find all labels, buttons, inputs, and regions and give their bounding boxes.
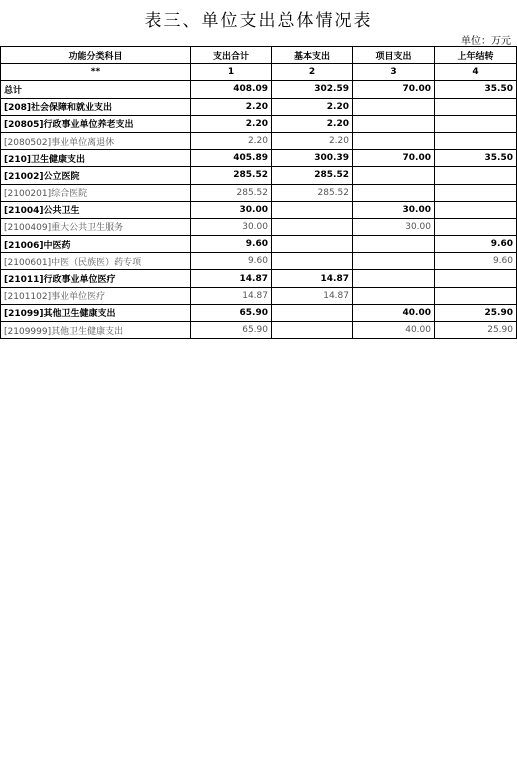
row-total-cell: 9.60 bbox=[191, 236, 272, 253]
row-basic-cell: 285.52 bbox=[272, 184, 353, 201]
table-row bbox=[1, 98, 517, 115]
header-row bbox=[1, 47, 517, 64]
row-project-cell bbox=[353, 287, 435, 304]
row-project-cell: 30.00 bbox=[353, 218, 435, 235]
row-total-cell: 2.20 bbox=[191, 98, 272, 115]
row-project-cell bbox=[353, 270, 435, 287]
index-cell: 3 bbox=[353, 64, 435, 81]
row-basic-cell: 300.39 bbox=[272, 150, 353, 167]
table-row bbox=[1, 132, 517, 149]
row-total-cell: 9.60 bbox=[191, 253, 272, 270]
row-total-cell: 14.87 bbox=[191, 270, 272, 287]
row-total-cell: 14.87 bbox=[191, 287, 272, 304]
row-carryover-cell: 35.50 bbox=[435, 81, 517, 98]
table-body bbox=[1, 81, 517, 339]
row-basic-cell: 302.59 bbox=[272, 81, 353, 98]
row-carryover-cell bbox=[435, 218, 517, 235]
row-total-cell: 65.90 bbox=[191, 304, 272, 321]
index-cell: 4 bbox=[435, 64, 517, 81]
row-category-cell: [208]社会保障和就业支出 bbox=[1, 98, 191, 115]
row-category-cell: [2100201]综合医院 bbox=[1, 184, 191, 201]
row-project-cell bbox=[353, 253, 435, 270]
table-row bbox=[1, 270, 517, 287]
row-category-cell: [210]卫生健康支出 bbox=[1, 150, 191, 167]
table-row bbox=[1, 150, 517, 167]
row-total-cell: 30.00 bbox=[191, 201, 272, 218]
unit-label: 单位：万元 bbox=[461, 36, 511, 47]
table-row bbox=[1, 218, 517, 235]
row-project-cell bbox=[353, 115, 435, 132]
row-basic-cell: 14.87 bbox=[272, 287, 353, 304]
row-basic-cell bbox=[272, 201, 353, 218]
row-basic-cell: 2.20 bbox=[272, 132, 353, 149]
row-category-cell: [2109999]其他卫生健康支出 bbox=[1, 322, 191, 339]
row-project-cell: 40.00 bbox=[353, 304, 435, 321]
row-total-cell: 2.20 bbox=[191, 115, 272, 132]
row-category-cell: [21011]行政事业单位医疗 bbox=[1, 270, 191, 287]
row-category-cell: [2101102]事业单位医疗 bbox=[1, 287, 191, 304]
index-cell: 2 bbox=[272, 64, 353, 81]
row-basic-cell bbox=[272, 218, 353, 235]
table-row bbox=[1, 115, 517, 132]
row-total-cell: 285.52 bbox=[191, 167, 272, 184]
row-carryover-cell: 25.90 bbox=[435, 304, 517, 321]
row-project-cell: 70.00 bbox=[353, 150, 435, 167]
index-cell: ** bbox=[1, 64, 191, 81]
row-basic-cell: 2.20 bbox=[272, 115, 353, 132]
row-category-cell: [21002]公立医院 bbox=[1, 167, 191, 184]
row-carryover-cell bbox=[435, 132, 517, 149]
row-carryover-cell bbox=[435, 167, 517, 184]
row-category-cell: [2100409]重大公共卫生服务 bbox=[1, 218, 191, 235]
row-project-cell bbox=[353, 184, 435, 201]
table-row bbox=[1, 236, 517, 253]
header-function-category: 功能分类科目 bbox=[1, 47, 191, 64]
row-project-cell: 30.00 bbox=[353, 201, 435, 218]
header-total-expenditure: 支出合计 bbox=[191, 47, 272, 64]
row-total-cell: 408.09 bbox=[191, 81, 272, 98]
header-carryover: 上年结转 bbox=[435, 47, 517, 64]
table-row bbox=[1, 253, 517, 270]
table-row bbox=[1, 81, 517, 98]
table-row bbox=[1, 167, 517, 184]
row-project-cell: 70.00 bbox=[353, 81, 435, 98]
row-carryover-cell bbox=[435, 270, 517, 287]
expenditure-table bbox=[0, 46, 517, 339]
row-category-cell: [21004]公共卫生 bbox=[1, 201, 191, 218]
row-project-cell bbox=[353, 132, 435, 149]
table-row bbox=[1, 184, 517, 201]
index-row bbox=[1, 64, 517, 81]
table-row bbox=[1, 201, 517, 218]
row-basic-cell bbox=[272, 236, 353, 253]
row-basic-cell bbox=[272, 253, 353, 270]
row-category-cell: [20805]行政事业单位养老支出 bbox=[1, 115, 191, 132]
row-carryover-cell: 9.60 bbox=[435, 236, 517, 253]
row-total-cell: 285.52 bbox=[191, 184, 272, 201]
row-carryover-cell: 9.60 bbox=[435, 253, 517, 270]
row-category-cell: [21099]其他卫生健康支出 bbox=[1, 304, 191, 321]
row-basic-cell: 285.52 bbox=[272, 167, 353, 184]
row-category-cell: [21006]中医药 bbox=[1, 236, 191, 253]
row-total-cell: 405.89 bbox=[191, 150, 272, 167]
row-basic-cell bbox=[272, 304, 353, 321]
row-project-cell: 40.00 bbox=[353, 322, 435, 339]
table-row bbox=[1, 287, 517, 304]
row-total-cell: 30.00 bbox=[191, 218, 272, 235]
row-basic-cell: 14.87 bbox=[272, 270, 353, 287]
row-basic-cell bbox=[272, 322, 353, 339]
row-basic-cell: 2.20 bbox=[272, 98, 353, 115]
row-project-cell bbox=[353, 236, 435, 253]
table-row bbox=[1, 304, 517, 321]
row-category-cell: [2100601]中医（民族医）药专项 bbox=[1, 253, 191, 270]
header-basic-expenditure: 基本支出 bbox=[272, 47, 353, 64]
table-row bbox=[1, 322, 517, 339]
row-category-cell: [2080502]事业单位离退休 bbox=[1, 132, 191, 149]
index-cell: 1 bbox=[191, 64, 272, 81]
row-carryover-cell bbox=[435, 184, 517, 201]
row-total-cell: 2.20 bbox=[191, 132, 272, 149]
row-project-cell bbox=[353, 167, 435, 184]
row-carryover-cell bbox=[435, 201, 517, 218]
row-carryover-cell bbox=[435, 115, 517, 132]
header-project-expenditure: 项目支出 bbox=[353, 47, 435, 64]
row-total-cell: 65.90 bbox=[191, 322, 272, 339]
page-title: 表三、单位支出总体情况表 bbox=[144, 11, 373, 31]
row-project-cell bbox=[353, 98, 435, 115]
row-carryover-cell bbox=[435, 287, 517, 304]
row-carryover-cell: 25.90 bbox=[435, 322, 517, 339]
row-carryover-cell: 35.50 bbox=[435, 150, 517, 167]
row-category-cell: 总计 bbox=[1, 81, 191, 98]
row-carryover-cell bbox=[435, 98, 517, 115]
